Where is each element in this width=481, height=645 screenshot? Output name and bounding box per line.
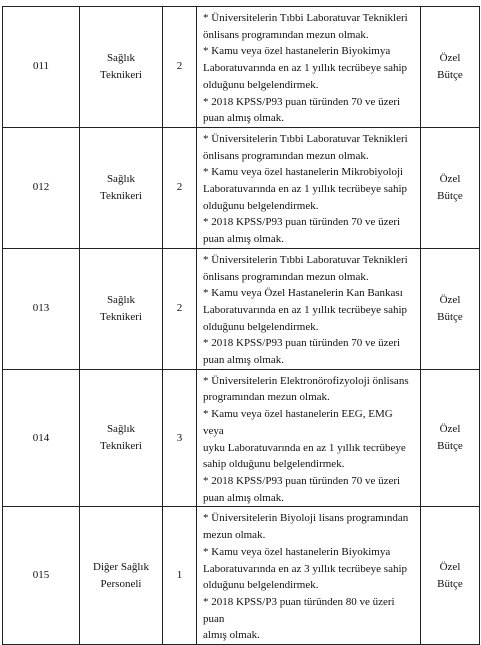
requirement-line: Laboratuvarında en az 1 yıllık tecrübeye sahip xyxy=(203,62,408,75)
position-budget xyxy=(421,127,480,248)
position-code: 013 xyxy=(3,248,80,369)
position-title xyxy=(80,7,163,128)
position-requirements xyxy=(197,369,421,507)
title-line: Diğer Sağlık xyxy=(93,560,149,573)
requirement-line: puan almış olmak. xyxy=(203,491,284,504)
requirement-line: * Üniversitelerin Biyoloji lisans programından xyxy=(203,512,409,525)
title-line: Teknikeri xyxy=(100,68,142,81)
requirement-line: Laboratuvarında en az 1 yıllık tecrübeye sahip xyxy=(203,183,408,196)
budget-line: Bütçe xyxy=(437,577,463,590)
title-line: Sağlık xyxy=(106,172,136,185)
position-requirements xyxy=(197,507,421,645)
position-budget xyxy=(421,248,480,369)
requirement-line: önlisans programından mezun olmak. xyxy=(203,270,369,283)
requirement-line: * Üniversitelerin Tıbbi Laboratuvar Teknikleri xyxy=(203,132,408,145)
position-title xyxy=(80,507,163,645)
requirement-line: * Kamu veya özel hastanelerin Mikrobiyoloji xyxy=(203,166,404,179)
budget-line: Özel xyxy=(439,423,461,436)
requirement-line: Laboratuvarında en az 1 yıllık tecrübeye sahip xyxy=(203,303,408,316)
requirement-line: uyku Laboratuvarında en az 1 yıllık tecrübeye xyxy=(203,441,406,454)
budget-line: Bütçe xyxy=(437,189,463,202)
position-count: 2 xyxy=(163,7,197,128)
budget-line: Bütçe xyxy=(437,440,463,453)
requirement-line: * 2018 KPSS/P93 puan türünden 70 ve üzeri xyxy=(203,474,401,487)
requirement-line: puan almış olmak. xyxy=(203,354,284,367)
position-requirements xyxy=(197,248,421,369)
requirement-line: * Üniversitelerin Elektronörofizyoloji önlisans xyxy=(203,374,409,387)
title-line: Sağlık xyxy=(106,293,136,306)
position-count: 2 xyxy=(163,127,197,248)
position-requirements xyxy=(197,127,421,248)
requirement-line: * 2018 KPSS/P93 puan türünden 70 ve üzeri xyxy=(203,337,401,350)
position-code: 015 xyxy=(3,507,80,645)
position-code: 011 xyxy=(3,7,80,128)
title-line: Teknikeri xyxy=(100,189,142,202)
table-row xyxy=(3,369,480,507)
requirement-line: puan almış olmak. xyxy=(203,233,284,246)
position-budget xyxy=(421,507,480,645)
requirement-line: önlisans programından mezun olmak. xyxy=(203,149,369,162)
requirement-line: * Kamu veya Özel Hastanelerin Kan Bankası xyxy=(203,287,403,300)
requirement-line: sahip olduğunu belgelendirmek. xyxy=(203,458,345,471)
budget-line: Özel xyxy=(439,560,461,573)
budget-line: Özel xyxy=(439,293,461,306)
position-budget xyxy=(421,7,480,128)
position-title xyxy=(80,369,163,507)
title-line: Teknikeri xyxy=(100,440,142,453)
position-count: 3 xyxy=(163,369,197,507)
title-line: Personeli xyxy=(100,577,142,590)
table-row xyxy=(3,7,480,128)
table-row xyxy=(3,127,480,248)
title-line: Sağlık xyxy=(106,423,136,436)
requirement-line: Laboratuvarında en az 3 yıllık tecrübeye sahip xyxy=(203,562,408,575)
requirement-line: olduğunu belgelendirmek. xyxy=(203,199,319,212)
budget-line: Özel xyxy=(439,51,461,64)
position-budget xyxy=(421,369,480,507)
requirement-line: * Kamu veya özel hastanelerin Biyokimya xyxy=(203,545,391,558)
requirement-line: puan almış olmak. xyxy=(203,112,284,125)
title-line: Sağlık xyxy=(106,51,136,64)
requirement-line: önlisans programından mezun olmak. xyxy=(203,28,369,41)
position-title xyxy=(80,248,163,369)
requirement-line: * 2018 KPSS/P3 puan türünden 80 ve üzeri puan xyxy=(203,595,395,625)
requirement-line: mezun olmak. xyxy=(203,529,266,542)
requirement-line: * Üniversitelerin Tıbbi Laboratuvar Teknikleri xyxy=(203,253,408,266)
budget-line: Bütçe xyxy=(437,310,463,323)
requirement-line: programından mezun olmak. xyxy=(203,391,330,404)
position-requirements xyxy=(197,7,421,128)
position-code: 012 xyxy=(3,127,80,248)
requirement-line: almış olmak. xyxy=(203,629,260,642)
requirement-line: * 2018 KPSS/P93 puan türünden 70 ve üzeri xyxy=(203,216,401,229)
position-count: 1 xyxy=(163,507,197,645)
requirement-line: * 2018 KPSS/P93 puan türünden 70 ve üzeri xyxy=(203,95,401,108)
requirement-line: * Kamu veya özel hastanelerin Biyokimya xyxy=(203,45,391,58)
positions-table xyxy=(2,6,480,645)
requirement-line: * Kamu veya özel hastanelerin EEG, EMG veya xyxy=(203,408,393,437)
budget-line: Bütçe xyxy=(437,68,463,81)
table-row xyxy=(3,248,480,369)
requirement-line: olduğunu belgelendirmek. xyxy=(203,579,319,592)
position-code: 014 xyxy=(3,369,80,507)
title-line: Teknikeri xyxy=(100,310,142,323)
requirement-line: * Üniversitelerin Tıbbi Laboratuvar Teknikleri xyxy=(203,12,408,24)
table-row xyxy=(3,507,480,645)
position-count: 2 xyxy=(163,248,197,369)
budget-line: Özel xyxy=(439,172,461,185)
requirement-line: olduğunu belgelendirmek. xyxy=(203,78,319,91)
requirement-line: olduğunu belgelendirmek. xyxy=(203,320,319,333)
position-title xyxy=(80,127,163,248)
